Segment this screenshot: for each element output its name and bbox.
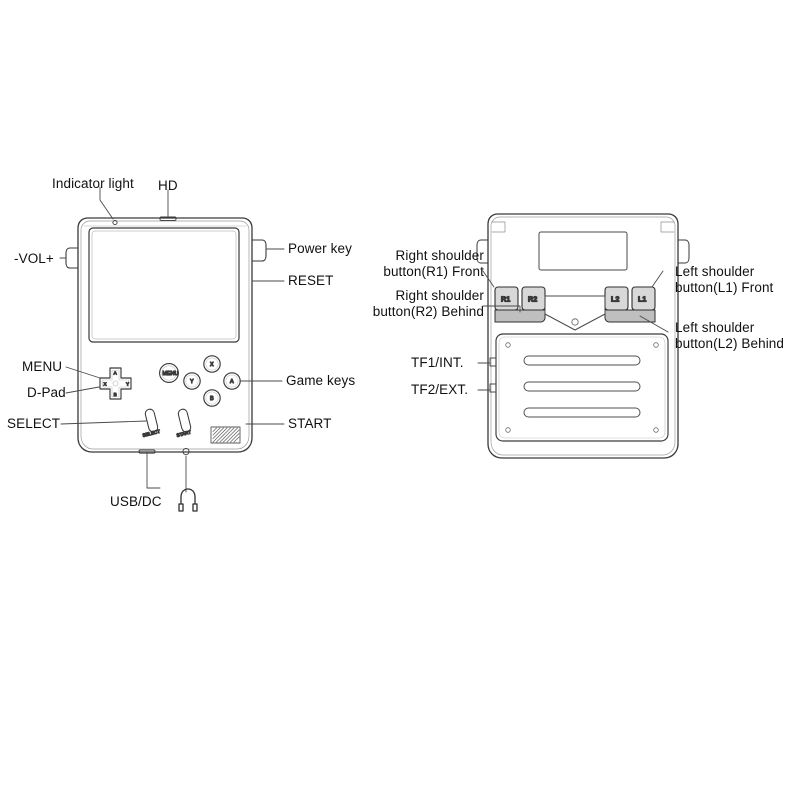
- svg-text:R1: R1: [501, 294, 511, 304]
- label-volume: -VOL+: [14, 251, 54, 266]
- svg-text:B: B: [210, 396, 214, 402]
- svg-text:MENU: MENU: [162, 371, 179, 377]
- label-reset: RESET: [288, 273, 334, 288]
- shoulder-pads-left: [605, 287, 655, 322]
- shoulder-pads-right: [495, 287, 545, 322]
- front-leader-lines: [60, 187, 284, 492]
- svg-text:A: A: [113, 370, 117, 376]
- speaker-grill: [211, 427, 240, 443]
- label-hd: HD: [158, 178, 178, 193]
- label-indicator-light: Indicator light: [52, 176, 134, 191]
- label-tf2: TF2/EXT.: [411, 382, 469, 397]
- label-shoulder-l2: Left shoulder button(L2) Behind: [675, 320, 785, 351]
- select-start-buttons: [144, 408, 191, 432]
- headphone-jack-icon: [179, 489, 197, 511]
- svg-text:R2: R2: [528, 294, 538, 304]
- label-shoulder-r1: Right shoulder button(R1) Front: [383, 248, 484, 279]
- label-shoulder-r2: Right shoulder button(R2) Behind: [372, 288, 484, 319]
- label-select: SELECT: [7, 416, 61, 431]
- label-tf1: TF1/INT.: [411, 355, 464, 370]
- svg-text:L1: L1: [638, 294, 647, 304]
- label-start: START: [288, 416, 332, 431]
- svg-text:Y: Y: [190, 379, 194, 385]
- svg-text:X: X: [103, 381, 107, 387]
- svg-text:A: A: [230, 379, 234, 385]
- svg-text:B: B: [113, 392, 117, 397]
- svg-text:L2: L2: [611, 294, 620, 304]
- battery-cover: [496, 334, 668, 441]
- label-shoulder-l1: Left shoulder button(L1) Front: [675, 264, 774, 295]
- svg-text:Y: Y: [126, 381, 130, 387]
- back-device-body: [477, 214, 689, 458]
- label-usb-dc: USB/DC: [110, 494, 162, 509]
- front-device-body: [66, 217, 266, 455]
- svg-text:START: START: [176, 429, 192, 438]
- svg-text:X: X: [210, 362, 214, 368]
- label-menu: MENU: [22, 359, 63, 374]
- label-game-keys: Game keys: [286, 373, 356, 388]
- svg-text:SELECT: SELECT: [142, 428, 161, 438]
- label-power-key: Power key: [288, 241, 352, 256]
- label-dpad: D-Pad: [27, 385, 66, 400]
